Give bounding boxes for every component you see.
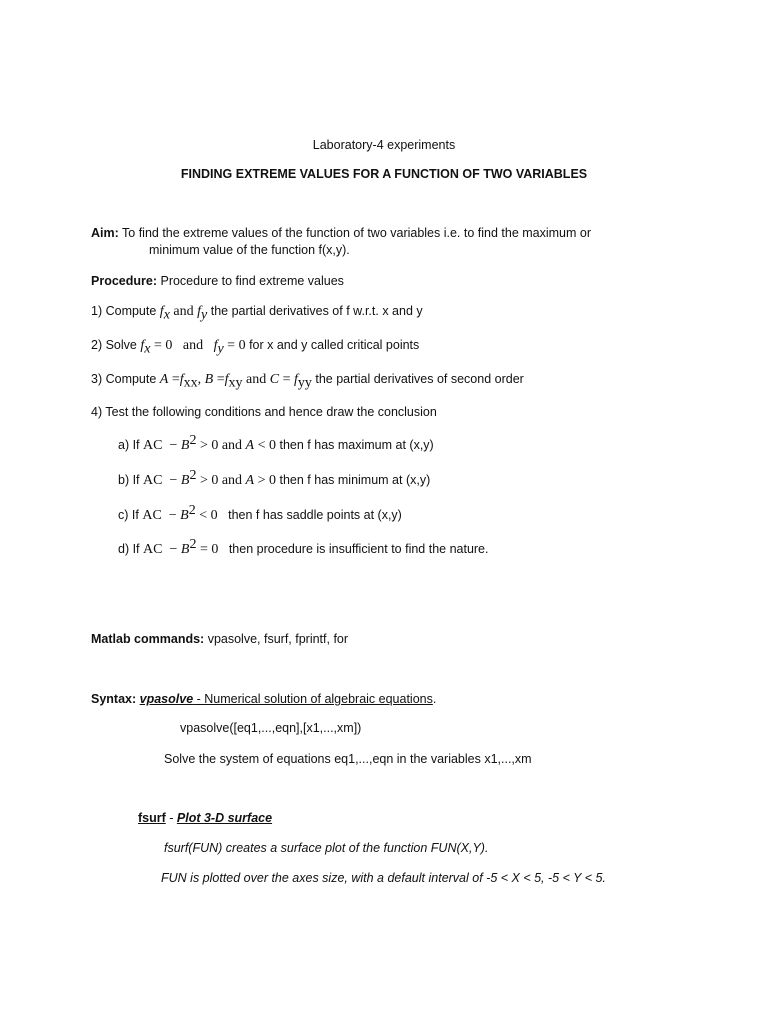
step-3-suffix: the partial derivatives of second order (315, 372, 524, 386)
condition-b (118, 467, 431, 489)
matlab-commands-line (91, 631, 348, 647)
fsurf-heading (138, 810, 272, 826)
condition-c (118, 502, 402, 524)
condition-a (118, 432, 434, 454)
procedure-text: Procedure to find extreme values (160, 274, 344, 288)
aim-line-2: minimum value of the function f(x,y). (149, 243, 350, 257)
lab-subtitle: Laboratory-4 experiments (312, 138, 456, 152)
vpasolve-desc: - Numerical solution of algebraic equations (193, 692, 433, 706)
matlab-commands-label: Matlab commands: (91, 632, 205, 646)
step-1-suffix: the partial derivatives of f w.r.t. x and y (210, 304, 423, 318)
condition-c-prefix: c) If (118, 508, 139, 522)
syntax-label: Syntax: (91, 692, 137, 706)
fsurf-name: fsurf (138, 811, 166, 825)
fsurf-desc: Plot 3-D surface (176, 811, 273, 825)
condition-b-formula: AC − $B^2 > 0$ and A > 0 (143, 467, 277, 488)
vpasolve-explanation: Solve the system of equations eq1,...,eqn in the variables x1,...,xm (164, 752, 532, 766)
aim-label: Aim: (91, 226, 119, 240)
step-2-prefix: 2) Solve (91, 338, 137, 352)
condition-a-formula: AC − $B^2 > 0$ and A < 0 (143, 432, 277, 453)
step-1-formula: $f_x$ and $f_y$ (159, 304, 208, 323)
step-2-suffix: for x and y called critical points (249, 338, 420, 352)
step-2-formula: $f_x = 0$ and $f_y = 0$ (140, 338, 246, 357)
syntax-line: Syntax: vpasolve - Numerical solution of algebraic equations. (91, 692, 437, 706)
vpasolve-name: vpasolve (139, 692, 194, 706)
step-1 (91, 303, 423, 323)
step-4: 4) Test the following conditions and hence draw the conclusion (91, 405, 437, 419)
step-3-formula: $A =f_{xx}$, $B =f_{xy}$ and $C = f_{yy}$ (159, 372, 312, 391)
condition-d-suffix: then procedure is insufficient to find the nature. (228, 542, 489, 556)
step-1-prefix: 1) Compute (91, 304, 157, 318)
procedure-label: Procedure: (91, 274, 157, 288)
condition-d-prefix: d) If (118, 542, 140, 556)
condition-a-prefix: a) If (118, 438, 140, 452)
condition-d (118, 536, 489, 558)
condition-b-prefix: b) If (118, 473, 140, 487)
condition-d-formula: AC − $B^2 = 0$ (143, 536, 226, 557)
fsurf-line-1: fsurf(FUN) creates a surface plot of the function FUN(X,Y). (164, 841, 489, 855)
vpasolve-usage: vpasolve([eq1,...,eqn],[x1,...,xm]) (180, 721, 362, 735)
matlab-commands-text: vpasolve, fsurf, fprintf, for (207, 632, 349, 646)
condition-b-suffix: then f has minimum at (x,y) (279, 473, 431, 487)
condition-c-formula: AC − $B^2 < 0$ (142, 502, 225, 523)
procedure-line (91, 273, 344, 289)
step-2 (91, 337, 420, 357)
step-3 (91, 371, 524, 391)
fsurf-sep: - (165, 811, 177, 825)
condition-a-suffix: then f has maximum at (x,y) (279, 438, 434, 452)
condition-c-suffix: then f has saddle points at (x,y) (228, 508, 402, 522)
aim-line-1 (91, 225, 591, 241)
fsurf-line-2: FUN is plotted over the axes size, with a default interval of -5 < X < 5, -5 < Y < 5. (161, 871, 606, 885)
step-3-prefix: 3) Compute (91, 372, 157, 386)
vpasolve-heading (140, 692, 433, 706)
aim-text-1: To find the extreme values of the function of two variables i.e. to find the maximum or (122, 226, 592, 240)
page-title: FINDING EXTREME VALUES FOR A FUNCTION OF TWO VARIABLES (180, 167, 588, 181)
